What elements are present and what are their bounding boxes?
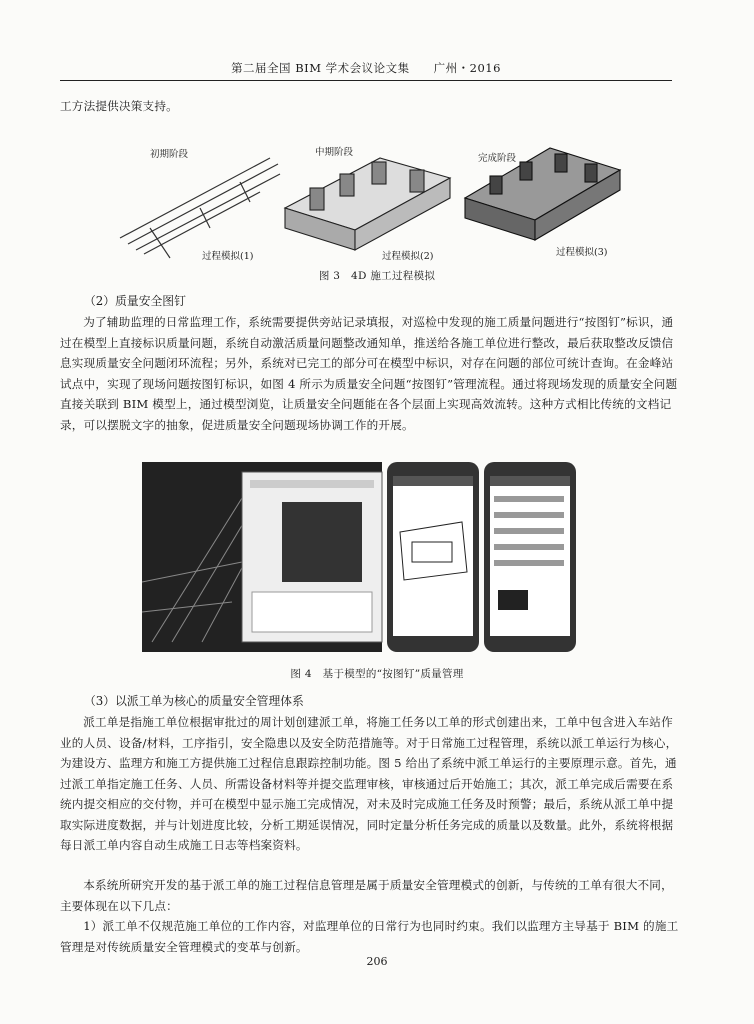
sim-label-3: 过程模拟(3) [556,247,608,258]
construction-simulation-image [110,118,630,278]
figure-3-caption: 图 3 4D 施工过程模拟 [318,270,436,282]
section-2-paragraph: 为了辅助监理的日常监理工作，系统需要提供旁站记录填报，对巡检中发现的施工质量问题进行“按图钉”标识，通过在模型上直接标识质量问题，系统自动激活质量问题整改通知单，推送给各施工单位进行整改，最后获取整改反馈信息实现质量安全问题闭环流程；另外，系统对已完工的部分可在模型中标识，对存在问题的部位可统计查询。在金峰站试点中，实现了现场问题按图钉标识，如图 4 所示为质量安全问题“按图钉”管理流程。通过将现场发现的质量安全问题直接关联到 BIM 模型上，通过模型浏览，让质量安全问题能在各个层面上实现高效流转。这种方式相比传统的文档记录，可以摆脱文字的抽象，促进质量安全问题现场协调工作的开展。 [60,315,678,432]
section-2-title: （2）质量安全图钉 [84,294,186,308]
page-number: 206 [366,955,388,968]
stage-label-early: 初期阶段 [150,149,189,160]
figure-4-caption: 图 4 基于模型的“按图钉”质量管理 [290,668,464,680]
paragraph-continuation: 工方法提供决策支持。 [60,99,178,113]
innovation-paragraph: 本系统所研究开发的基于派工单的施工过程信息管理是属于质量安全管理模式的创新，与传统的工单有很大不同，主要体现在以下几点： [60,878,673,913]
section-3-paragraph: 派工单是指施工单位根据审批过的周计划创建派工单，将施工任务以工单的形式创建出来，工单中包含进入车站作业的人员、设备/材料，工序指引，安全隐患以及安全防范措施等。对于日常施工过程管理，系统以派工单运行为核心，为建设方、监理方和施工方提供施工过程信息跟踪控制功能。图 5 给出了系统中派工单运行的主要原理示意。首先，通过派工单指定施工任务、人员、所需设备材料等并提交监理审核，审核通过后开始施工；其次，派工单完成后需要在系统内提交相应的交付物，并可在模型中显示施工完成情况，对未及时完成施工任务及时预警；最后，系统从派工单中提取实际进度数据，并与计划进度比较，分析工期延误情况，同时定量分析任务完成的质量以及数量。此外，系统将根据每日派工单内容自动生成施工日志等档案资料。 [60,715,678,852]
figure-4 [142,462,600,662]
stage-label-middle: 中期阶段 [315,147,354,158]
running-header: 第二届全国 BIM 学术会议论文集 广州・2016 [60,60,672,81]
section-3-title: （3）以派工单为核心的质量安全管理体系 [84,694,304,708]
point-1-paragraph: 1）派工单不仅规范施工单位的工作内容，对监理单位的日常行为也同时约束。我们以监理方主导基于 BIM 的施工管理是对传统质量安全管理模式的变革与创新。 [60,919,679,954]
pushpin-quality-image [142,462,600,662]
stage-label-complete: 完成阶段 [478,153,517,164]
sim-label-2: 过程模拟(2) [382,251,434,262]
sim-label-1: 过程模拟(1) [202,251,254,262]
figure-3 [110,118,630,278]
